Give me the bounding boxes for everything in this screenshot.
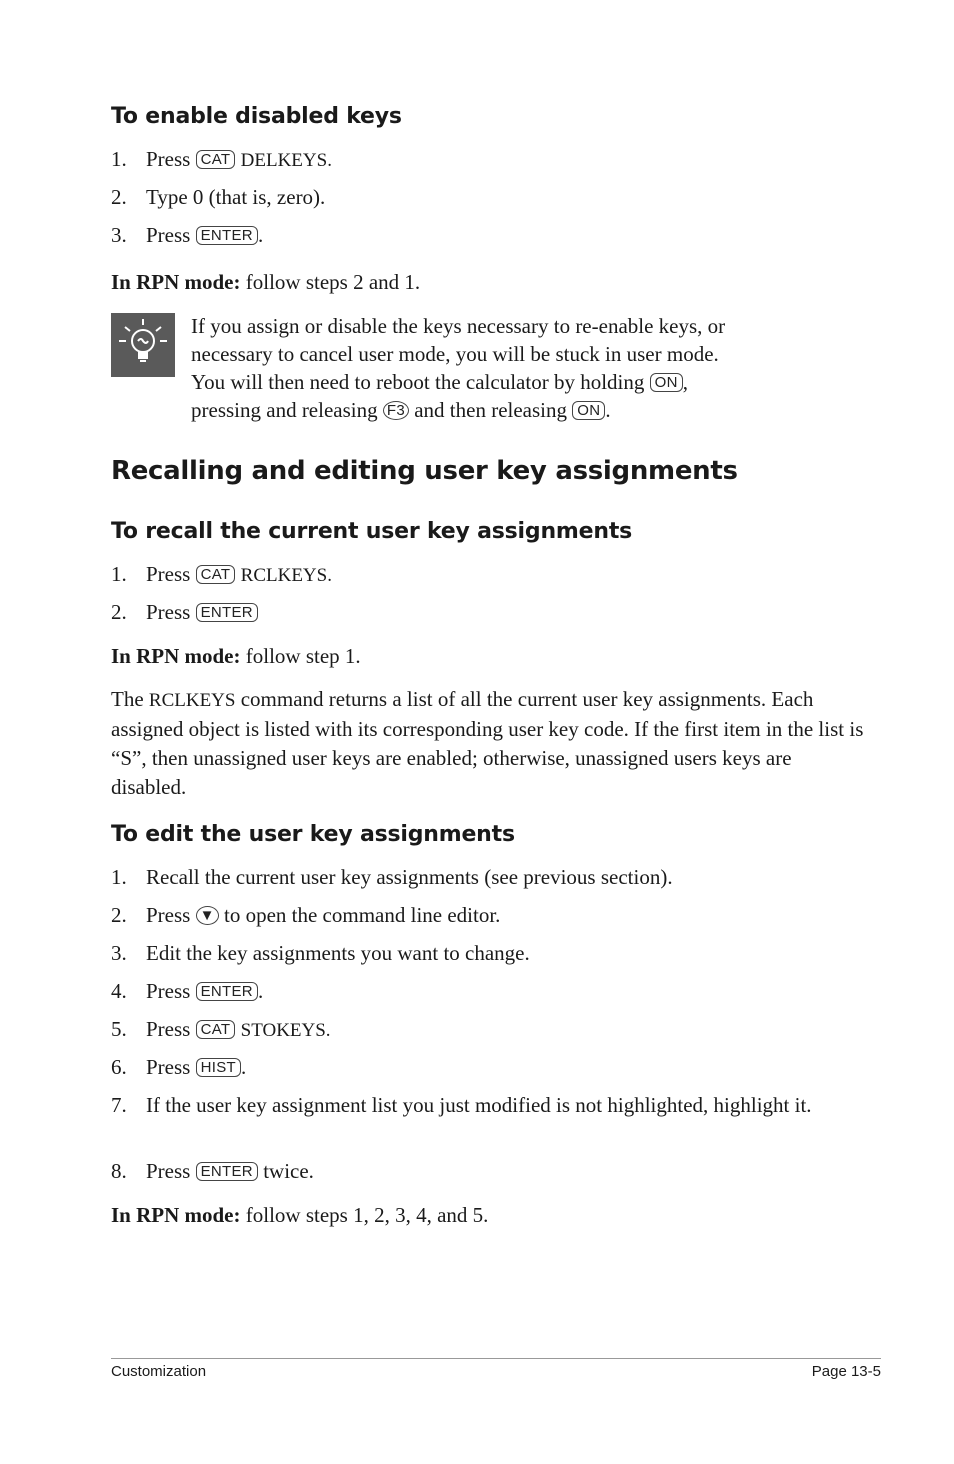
warning-note — [191, 312, 881, 424]
command-name: DELKEYS. — [240, 150, 332, 171]
list-item — [111, 1157, 871, 1186]
list-item — [111, 977, 871, 1006]
enter-key: ENTER — [196, 603, 258, 622]
on-key: ON — [650, 373, 683, 392]
footer-chapter: Customization — [111, 1363, 207, 1380]
step-text: Press — [146, 979, 191, 1003]
step-text: Recall the current user key assignments (see previous section). — [146, 865, 673, 889]
list-item — [111, 183, 871, 212]
note-text: necessary to cancel user mode, you will be stuck in user mode. — [191, 342, 719, 366]
note-text: If you assign or disable the keys necessary to re-enable keys, or — [191, 314, 726, 338]
list-item — [111, 145, 871, 175]
list-item — [111, 1091, 871, 1120]
step-number: 1. — [111, 865, 127, 889]
enter-key: ENTER — [196, 226, 258, 245]
rpn-text: follow steps 2 and 1. — [245, 270, 421, 294]
step-text: to open the command line editor. — [224, 903, 501, 927]
step-number: 3. — [111, 941, 127, 965]
command-name: RCLKEYS — [148, 690, 236, 711]
step-number: 6. — [111, 1055, 127, 1079]
step-text: twice. — [263, 1159, 314, 1183]
list-item — [111, 1015, 871, 1045]
step-number: 5. — [111, 1017, 127, 1041]
enter-key: ENTER — [196, 1162, 258, 1181]
step-text: Press — [146, 223, 191, 247]
list-item — [111, 560, 871, 590]
note-text: You will then need to reboot the calculator by holding — [191, 370, 645, 394]
lightbulb-icon — [111, 313, 175, 377]
section-heading-edit-assignments: To edit the user key assignments — [111, 822, 515, 847]
enter-key: ENTER — [196, 982, 258, 1001]
step-number: 2. — [111, 185, 127, 209]
note-text: pressing and releasing — [191, 398, 378, 422]
step-number: 2. — [111, 600, 127, 624]
step-number: 1. — [111, 147, 127, 171]
step-text: Edit the key assignments you want to change. — [146, 941, 530, 965]
cat-key: CAT — [196, 1020, 236, 1039]
f3-key: F3 — [383, 401, 409, 420]
rpn-mode-note — [111, 642, 361, 671]
rpn-label: In RPN mode: — [111, 644, 241, 668]
para-text: The — [111, 687, 144, 711]
list-item — [111, 939, 871, 968]
step-text: Press — [146, 147, 191, 171]
step-number: 8. — [111, 1159, 127, 1183]
hist-key: HIST — [196, 1058, 241, 1077]
cat-key: CAT — [196, 150, 236, 169]
list-item — [111, 901, 871, 930]
rpn-text: follow step 1. — [245, 644, 361, 668]
note-text: and then releasing — [414, 398, 568, 422]
para-text: command returns a list of all the current user key assignments. Each assigned object is listed with its corresponding user key code. If the first item in the list is “S”, then unassigned user keys are enabled; otherwise, unassigned users keys are disabled. — [111, 687, 864, 799]
step-text: Press — [146, 903, 191, 927]
step-number: 2. — [111, 903, 127, 927]
step-number: 7. — [111, 1093, 127, 1117]
rpn-label: In RPN mode: — [111, 270, 241, 294]
step-number: 1. — [111, 562, 127, 586]
step-text: Press — [146, 1159, 191, 1183]
rpn-mode-note — [111, 268, 420, 297]
step-text: Press — [146, 1017, 191, 1041]
step-text: Type 0 (that is, zero). — [146, 185, 326, 209]
note-text: , — [682, 370, 688, 394]
rpn-mode-note — [111, 1201, 488, 1230]
step-text: Press — [146, 600, 191, 624]
page-number: Page 13-5 — [811, 1363, 881, 1380]
rpn-label: In RPN mode: — [111, 1203, 241, 1227]
command-name: RCLKEYS. — [240, 565, 332, 586]
down-arrow-key: ▼ — [196, 906, 219, 925]
on-key: ON — [572, 401, 605, 420]
command-name: STOKEYS. — [240, 1020, 331, 1041]
section-heading-enable-disabled-keys: To enable disabled keys — [111, 104, 402, 129]
rclkeys-description — [111, 685, 871, 802]
step-text: Press — [146, 562, 191, 586]
rpn-text: follow steps 1, 2, 3, 4, and 5. — [245, 1203, 489, 1227]
section-heading-recalling-editing: Recalling and editing user key assignments — [111, 456, 738, 486]
step-number: 3. — [111, 223, 127, 247]
section-heading-recall-assignments: To recall the current user key assignments — [111, 519, 633, 544]
step-text: If the user key assignment list you just modified is not highlighted, highlight it. — [146, 1093, 812, 1117]
list-item — [111, 863, 871, 892]
step-text: . — [240, 1055, 247, 1079]
note-text: . — [605, 398, 611, 422]
step-number: 4. — [111, 979, 127, 1003]
list-item — [111, 221, 871, 250]
step-text: . — [257, 223, 264, 247]
step-text: . — [257, 979, 264, 1003]
list-item — [111, 598, 871, 627]
step-text: Press — [146, 1055, 191, 1079]
footer-divider — [111, 1358, 881, 1359]
cat-key: CAT — [196, 565, 236, 584]
list-item — [111, 1053, 871, 1082]
